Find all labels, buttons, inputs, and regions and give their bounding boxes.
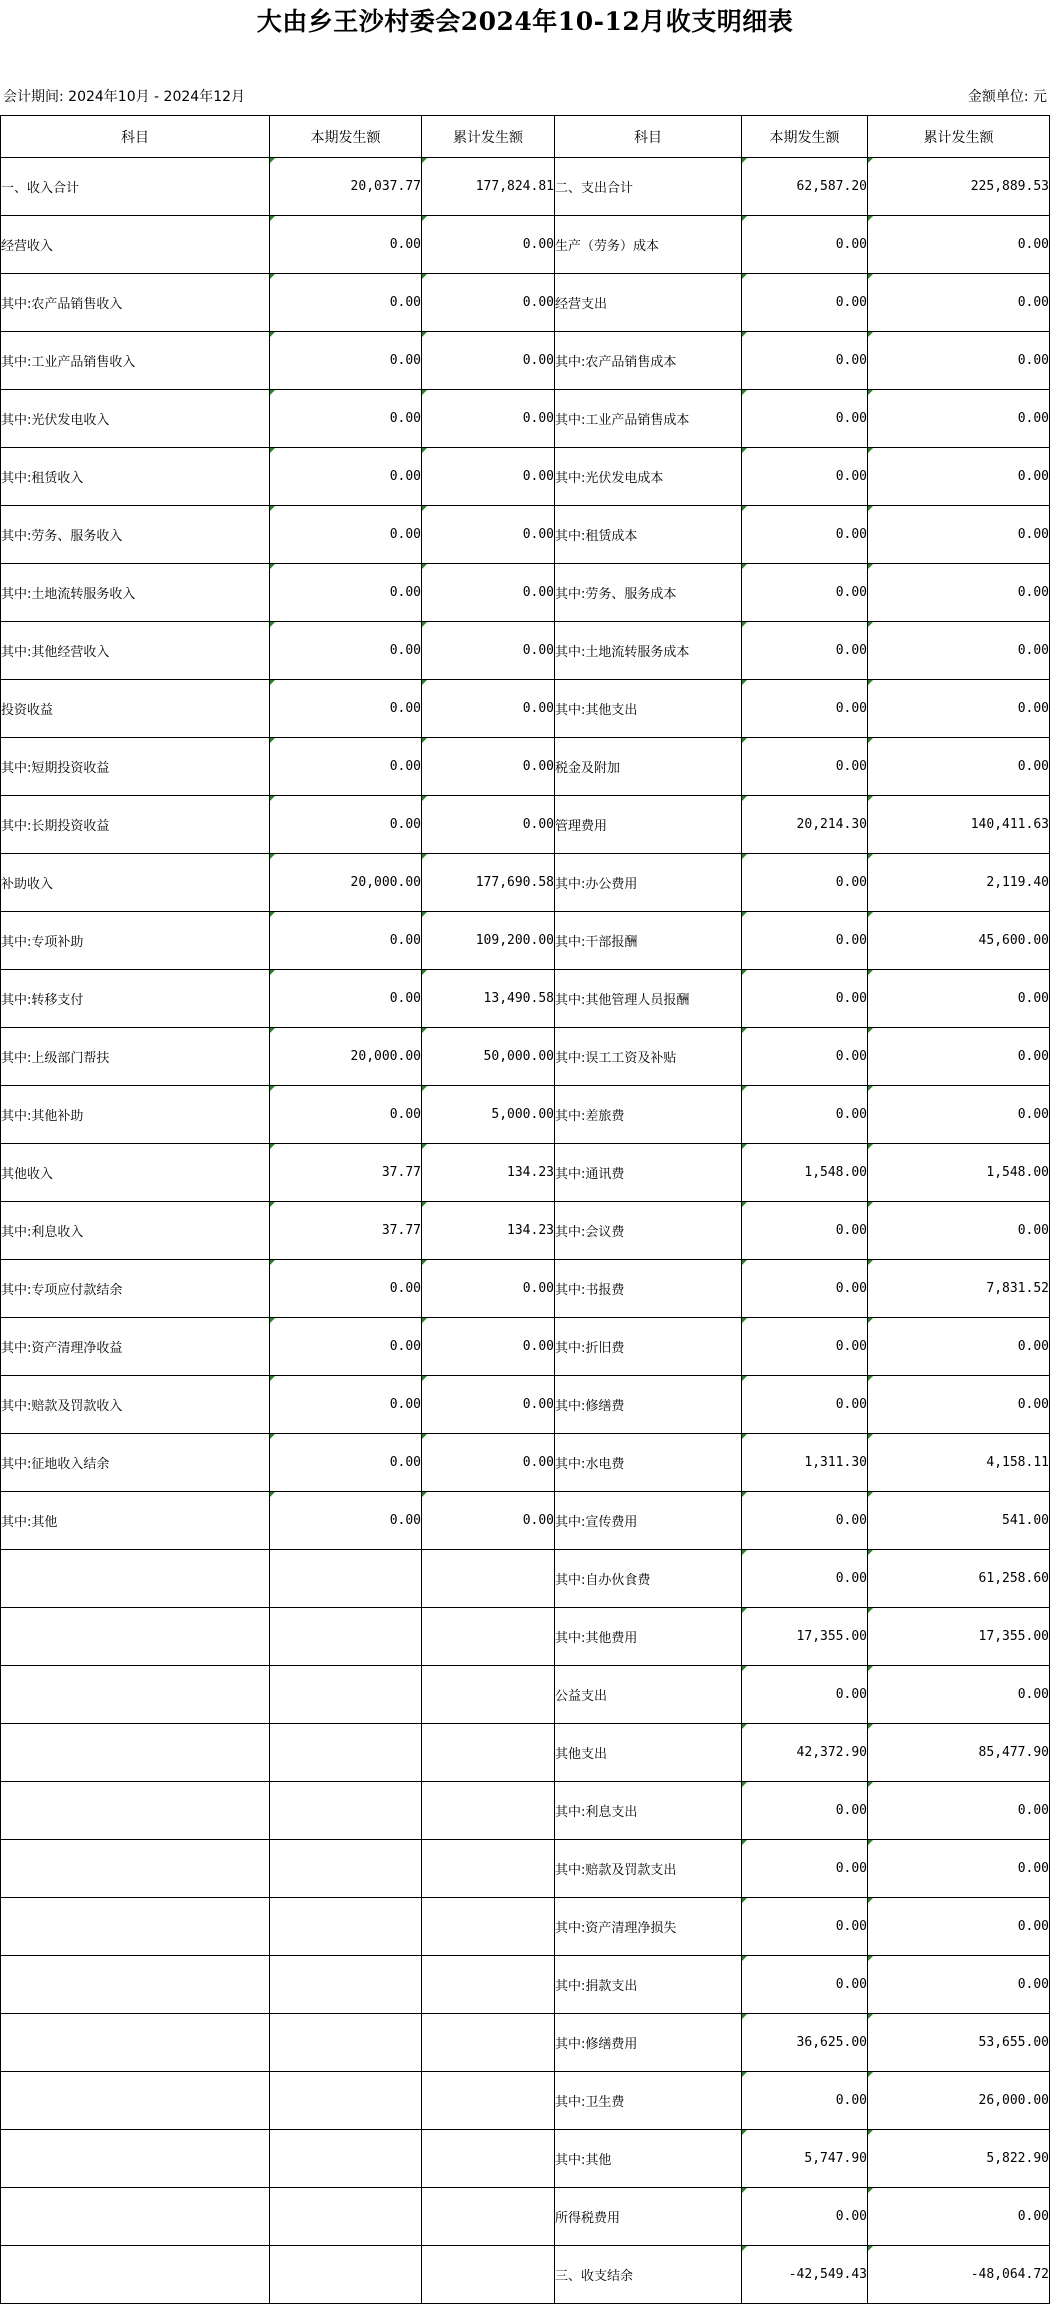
expense-current-cell: 0.00 <box>742 1550 868 1608</box>
income-subject-cell: 其中:利息收入 <box>1 1202 270 1260</box>
table-row <box>1 274 1050 332</box>
expense-cumulative-cell: 0.00 <box>868 2188 1050 2246</box>
income-subject-cell <box>1 1550 270 1608</box>
expense-cumulative-cell: 0.00 <box>868 1202 1050 1260</box>
expense-current-cell: 1,548.00 <box>742 1144 868 1202</box>
income-current-cell: 0.00 <box>270 1434 422 1492</box>
table-row <box>1 622 1050 680</box>
income-cumulative-cell <box>422 2188 555 2246</box>
income-current-cell <box>270 2188 422 2246</box>
expense-subject-cell: 其中:劳务、服务成本 <box>555 564 742 622</box>
income-current-cell <box>270 1608 422 1666</box>
table-row <box>1 1898 1050 1956</box>
expense-cumulative-cell: 541.00 <box>868 1492 1050 1550</box>
expense-current-cell: 0.00 <box>742 390 868 448</box>
income-cumulative-cell: 177,824.81 <box>422 158 555 216</box>
income-cumulative-cell: 177,690.58 <box>422 854 555 912</box>
expense-subject-cell: 其中:折旧费 <box>555 1318 742 1376</box>
table-row <box>1 680 1050 738</box>
header-expense-subject: 科目 <box>555 116 742 158</box>
income-subject-cell: 其中:农产品销售收入 <box>1 274 270 332</box>
expense-current-cell: 0.00 <box>742 1376 868 1434</box>
expense-current-cell: 0.00 <box>742 912 868 970</box>
table-row <box>1 1840 1050 1898</box>
table-row <box>1 738 1050 796</box>
expense-cumulative-cell: 0.00 <box>868 622 1050 680</box>
expense-subject-cell: 其中:其他费用 <box>555 1608 742 1666</box>
expense-cumulative-cell: 0.00 <box>868 1086 1050 1144</box>
expense-cumulative-cell: 2,119.40 <box>868 854 1050 912</box>
income-cumulative-cell: 0.00 <box>422 680 555 738</box>
table-row <box>1 1202 1050 1260</box>
income-current-cell: 37.77 <box>270 1202 422 1260</box>
expense-cumulative-cell: 4,158.11 <box>868 1434 1050 1492</box>
expense-subject-cell: 其中:差旅费 <box>555 1086 742 1144</box>
header-expense-current: 本期发生额 <box>742 116 868 158</box>
expense-current-cell: 0.00 <box>742 564 868 622</box>
expense-subject-cell: 其中:赔款及罚款支出 <box>555 1840 742 1898</box>
expense-cumulative-cell: 0.00 <box>868 1898 1050 1956</box>
expense-current-cell: 0.00 <box>742 448 868 506</box>
table-row <box>1 1086 1050 1144</box>
income-cumulative-cell <box>422 2130 555 2188</box>
expense-current-cell: 0.00 <box>742 680 868 738</box>
income-current-cell <box>270 2246 422 2304</box>
expense-current-cell: 62,587.20 <box>742 158 868 216</box>
report-title: 大由乡王沙村委会2024年10-12月收支明细表 <box>256 7 794 36</box>
table-row <box>1 1434 1050 1492</box>
expense-cumulative-cell: 0.00 <box>868 1666 1050 1724</box>
header-expense-cumulative: 累计发生额 <box>868 116 1050 158</box>
expense-cumulative-cell: 0.00 <box>868 738 1050 796</box>
expense-subject-cell: 其中:利息支出 <box>555 1782 742 1840</box>
income-current-cell <box>270 1840 422 1898</box>
expense-cumulative-cell: 53,655.00 <box>868 2014 1050 2072</box>
income-subject-cell <box>1 1840 270 1898</box>
expense-cumulative-cell: 17,355.00 <box>868 1608 1050 1666</box>
table-row <box>1 1492 1050 1550</box>
income-current-cell <box>270 1666 422 1724</box>
currency-unit: 金额单位: 元 <box>967 89 1047 105</box>
expense-subject-cell: 其中:卫生费 <box>555 2072 742 2130</box>
income-subject-cell <box>1 2014 270 2072</box>
income-subject-cell: 其中:劳务、服务收入 <box>1 506 270 564</box>
income-subject-cell: 其中:上级部门帮扶 <box>1 1028 270 1086</box>
income-subject-cell: 补助收入 <box>1 854 270 912</box>
income-cumulative-cell <box>422 2246 555 2304</box>
expense-subject-cell: 其中:其他支出 <box>555 680 742 738</box>
table-row <box>1 1666 1050 1724</box>
income-subject-cell: 一、收入合计 <box>1 158 270 216</box>
expense-subject-cell: 其中:农产品销售成本 <box>555 332 742 390</box>
income-subject-cell: 其中:短期投资收益 <box>1 738 270 796</box>
income-current-cell: 0.00 <box>270 216 422 274</box>
expense-current-cell: 17,355.00 <box>742 1608 868 1666</box>
expense-current-cell: 0.00 <box>742 738 868 796</box>
table-row <box>1 1956 1050 2014</box>
expense-subject-cell: 所得税费用 <box>555 2188 742 2246</box>
income-subject-cell <box>1 1666 270 1724</box>
income-current-cell: 0.00 <box>270 564 422 622</box>
income-cumulative-cell <box>422 1724 555 1782</box>
table-row <box>1 158 1050 216</box>
expense-current-cell: 36,625.00 <box>742 2014 868 2072</box>
income-subject-cell <box>1 1956 270 2014</box>
expense-cumulative-cell: 0.00 <box>868 216 1050 274</box>
expense-subject-cell: 三、收支结余 <box>555 2246 742 2304</box>
income-cumulative-cell: 0.00 <box>422 216 555 274</box>
expense-current-cell: 0.00 <box>742 1028 868 1086</box>
expense-cumulative-cell: 0.00 <box>868 680 1050 738</box>
income-cumulative-cell <box>422 1666 555 1724</box>
expense-subject-cell: 经营支出 <box>555 274 742 332</box>
expense-current-cell: 0.00 <box>742 970 868 1028</box>
table-row <box>1 216 1050 274</box>
table-row <box>1 1376 1050 1434</box>
income-cumulative-cell <box>422 1956 555 2014</box>
table-row <box>1 506 1050 564</box>
income-subject-cell: 其中:赔款及罚款收入 <box>1 1376 270 1434</box>
income-current-cell: 0.00 <box>270 506 422 564</box>
header-income-cumulative: 累计发生额 <box>422 116 555 158</box>
income-cumulative-cell <box>422 2014 555 2072</box>
expense-current-cell: 0.00 <box>742 506 868 564</box>
expense-current-cell: 0.00 <box>742 1492 868 1550</box>
income-current-cell: 0.00 <box>270 1086 422 1144</box>
income-cumulative-cell <box>422 1782 555 1840</box>
expense-subject-cell: 其中:其他 <box>555 2130 742 2188</box>
table-row <box>1 564 1050 622</box>
header-income-subject: 科目 <box>1 116 270 158</box>
expense-current-cell: 0.00 <box>742 1956 868 2014</box>
income-cumulative-cell: 0.00 <box>422 738 555 796</box>
income-subject-cell <box>1 1724 270 1782</box>
table-row <box>1 970 1050 1028</box>
income-cumulative-cell: 0.00 <box>422 564 555 622</box>
income-current-cell: 0.00 <box>270 1260 422 1318</box>
income-subject-cell <box>1 2130 270 2188</box>
income-subject-cell: 其中:专项补助 <box>1 912 270 970</box>
income-subject-cell: 其中:征地收入结余 <box>1 1434 270 1492</box>
income-cumulative-cell: 0.00 <box>422 622 555 680</box>
expense-current-cell: 0.00 <box>742 332 868 390</box>
table-body <box>1 158 1050 2304</box>
expense-cumulative-cell: 140,411.63 <box>868 796 1050 854</box>
income-subject-cell: 其中:其他补助 <box>1 1086 270 1144</box>
income-cumulative-cell: 0.00 <box>422 1260 555 1318</box>
expense-cumulative-cell: 7,831.52 <box>868 1260 1050 1318</box>
expense-current-cell: 0.00 <box>742 1840 868 1898</box>
accounting-period: 会计期间: 2024年10月 - 2024年12月 <box>3 89 246 105</box>
expense-subject-cell: 生产（劳务）成本 <box>555 216 742 274</box>
income-current-cell <box>270 1956 422 2014</box>
expense-cumulative-cell: 0.00 <box>868 1376 1050 1434</box>
expense-subject-cell: 其中:捐款支出 <box>555 1956 742 2014</box>
expense-cumulative-cell: 0.00 <box>868 390 1050 448</box>
expense-current-cell: 0.00 <box>742 2188 868 2246</box>
income-current-cell: 20,000.00 <box>270 854 422 912</box>
income-current-cell: 0.00 <box>270 1318 422 1376</box>
income-cumulative-cell: 109,200.00 <box>422 912 555 970</box>
expense-subject-cell: 二、支出合计 <box>555 158 742 216</box>
income-cumulative-cell: 0.00 <box>422 1492 555 1550</box>
income-current-cell <box>270 2014 422 2072</box>
expense-subject-cell: 其中:干部报酬 <box>555 912 742 970</box>
income-cumulative-cell: 0.00 <box>422 274 555 332</box>
income-subject-cell <box>1 2246 270 2304</box>
income-cumulative-cell: 0.00 <box>422 448 555 506</box>
expense-cumulative-cell: 0.00 <box>868 448 1050 506</box>
expense-cumulative-cell: 61,258.60 <box>868 1550 1050 1608</box>
income-current-cell: 0.00 <box>270 1376 422 1434</box>
expense-current-cell: 20,214.30 <box>742 796 868 854</box>
income-cumulative-cell <box>422 1608 555 1666</box>
expense-current-cell: 0.00 <box>742 1318 868 1376</box>
table-row <box>1 1782 1050 1840</box>
income-expense-table <box>0 115 1050 2304</box>
income-subject-cell: 其他收入 <box>1 1144 270 1202</box>
expense-subject-cell: 其中:租赁成本 <box>555 506 742 564</box>
expense-subject-cell: 其中:会议费 <box>555 1202 742 1260</box>
expense-cumulative-cell: 1,548.00 <box>868 1144 1050 1202</box>
expense-current-cell: 42,372.90 <box>742 1724 868 1782</box>
income-cumulative-cell <box>422 2072 555 2130</box>
table-row <box>1 912 1050 970</box>
table-row <box>1 796 1050 854</box>
income-cumulative-cell: 50,000.00 <box>422 1028 555 1086</box>
income-subject-cell: 其中:工业产品销售收入 <box>1 332 270 390</box>
income-current-cell: 0.00 <box>270 912 422 970</box>
expense-subject-cell: 其中:通讯费 <box>555 1144 742 1202</box>
expense-cumulative-cell: 0.00 <box>868 564 1050 622</box>
income-subject-cell: 其中:其他 <box>1 1492 270 1550</box>
income-cumulative-cell: 134.23 <box>422 1144 555 1202</box>
income-current-cell: 0.00 <box>270 796 422 854</box>
table-row <box>1 1144 1050 1202</box>
expense-current-cell: 0.00 <box>742 1898 868 1956</box>
expense-current-cell: 5,747.90 <box>742 2130 868 2188</box>
expense-current-cell: 0.00 <box>742 216 868 274</box>
income-current-cell <box>270 1782 422 1840</box>
expense-subject-cell: 公益支出 <box>555 1666 742 1724</box>
table-row <box>1 2072 1050 2130</box>
expense-current-cell: 1,311.30 <box>742 1434 868 1492</box>
income-cumulative-cell: 5,000.00 <box>422 1086 555 1144</box>
expense-current-cell: 0.00 <box>742 1086 868 1144</box>
expense-cumulative-cell: 0.00 <box>868 274 1050 332</box>
income-current-cell: 0.00 <box>270 680 422 738</box>
expense-subject-cell: 其中:资产清理净损失 <box>555 1898 742 1956</box>
table-row <box>1 1724 1050 1782</box>
expense-subject-cell: 其中:其他管理人员报酬 <box>555 970 742 1028</box>
expense-current-cell: 0.00 <box>742 1666 868 1724</box>
header-income-current: 本期发生额 <box>270 116 422 158</box>
income-current-cell: 0.00 <box>270 1492 422 1550</box>
expense-cumulative-cell: 0.00 <box>868 332 1050 390</box>
income-subject-cell: 其中:光伏发电收入 <box>1 390 270 448</box>
expense-current-cell: 0.00 <box>742 1260 868 1318</box>
table-row <box>1 2014 1050 2072</box>
expense-cumulative-cell: 0.00 <box>868 1318 1050 1376</box>
table-row <box>1 332 1050 390</box>
income-current-cell <box>270 1898 422 1956</box>
expense-subject-cell: 其中:办公费用 <box>555 854 742 912</box>
income-subject-cell: 其中:转移支付 <box>1 970 270 1028</box>
income-current-cell: 37.77 <box>270 1144 422 1202</box>
expense-cumulative-cell: 0.00 <box>868 1028 1050 1086</box>
income-subject-cell <box>1 1782 270 1840</box>
income-subject-cell: 其中:专项应付款结余 <box>1 1260 270 1318</box>
table-header-row <box>1 116 1050 158</box>
expense-current-cell: 0.00 <box>742 622 868 680</box>
expense-subject-cell: 其中:修缮费 <box>555 1376 742 1434</box>
expense-cumulative-cell: 0.00 <box>868 506 1050 564</box>
income-subject-cell <box>1 1898 270 1956</box>
expense-cumulative-cell: 225,889.53 <box>868 158 1050 216</box>
income-subject-cell: 其中:长期投资收益 <box>1 796 270 854</box>
expense-subject-cell: 其中:工业产品销售成本 <box>555 390 742 448</box>
table-row <box>1 390 1050 448</box>
income-current-cell <box>270 2130 422 2188</box>
expense-subject-cell: 其他支出 <box>555 1724 742 1782</box>
income-cumulative-cell: 0.00 <box>422 506 555 564</box>
expense-current-cell: 0.00 <box>742 2072 868 2130</box>
income-cumulative-cell: 134.23 <box>422 1202 555 1260</box>
expense-subject-cell: 其中:光伏发电成本 <box>555 448 742 506</box>
expense-cumulative-cell: 5,822.90 <box>868 2130 1050 2188</box>
expense-current-cell: 0.00 <box>742 1782 868 1840</box>
income-cumulative-cell: 0.00 <box>422 1434 555 1492</box>
income-subject-cell: 其中:其他经营收入 <box>1 622 270 680</box>
income-current-cell <box>270 1550 422 1608</box>
table-row <box>1 1608 1050 1666</box>
expense-subject-cell: 其中:书报费 <box>555 1260 742 1318</box>
income-current-cell: 20,000.00 <box>270 1028 422 1086</box>
expense-subject-cell: 其中:误工工资及补贴 <box>555 1028 742 1086</box>
expense-subject-cell: 其中:水电费 <box>555 1434 742 1492</box>
expense-subject-cell: 其中:土地流转服务成本 <box>555 622 742 680</box>
table-row <box>1 1318 1050 1376</box>
expense-subject-cell: 其中:宣传费用 <box>555 1492 742 1550</box>
income-cumulative-cell <box>422 1550 555 1608</box>
income-cumulative-cell: 0.00 <box>422 1376 555 1434</box>
income-cumulative-cell <box>422 1840 555 1898</box>
income-subject-cell: 其中:资产清理净收益 <box>1 1318 270 1376</box>
income-current-cell: 0.00 <box>270 970 422 1028</box>
expense-current-cell: 0.00 <box>742 854 868 912</box>
table-row <box>1 854 1050 912</box>
table-row <box>1 448 1050 506</box>
income-cumulative-cell <box>422 1898 555 1956</box>
expense-cumulative-cell: 0.00 <box>868 1782 1050 1840</box>
income-cumulative-cell: 0.00 <box>422 332 555 390</box>
expense-current-cell: 0.00 <box>742 1202 868 1260</box>
expense-cumulative-cell: -48,064.72 <box>868 2246 1050 2304</box>
income-subject-cell: 投资收益 <box>1 680 270 738</box>
table-row <box>1 1260 1050 1318</box>
income-subject-cell: 其中:租赁收入 <box>1 448 270 506</box>
income-current-cell <box>270 1724 422 1782</box>
income-cumulative-cell: 0.00 <box>422 390 555 448</box>
income-subject-cell: 其中:土地流转服务收入 <box>1 564 270 622</box>
income-current-cell: 0.00 <box>270 622 422 680</box>
expense-cumulative-cell: 85,477.90 <box>868 1724 1050 1782</box>
income-cumulative-cell: 13,490.58 <box>422 970 555 1028</box>
table-row <box>1 2130 1050 2188</box>
income-current-cell: 0.00 <box>270 332 422 390</box>
income-current-cell: 0.00 <box>270 274 422 332</box>
income-subject-cell: 经营收入 <box>1 216 270 274</box>
expense-cumulative-cell: 0.00 <box>868 970 1050 1028</box>
income-subject-cell <box>1 2188 270 2246</box>
expense-cumulative-cell: 0.00 <box>868 1840 1050 1898</box>
expense-subject-cell: 管理费用 <box>555 796 742 854</box>
income-current-cell: 0.00 <box>270 738 422 796</box>
income-current-cell: 0.00 <box>270 448 422 506</box>
expense-cumulative-cell: 45,600.00 <box>868 912 1050 970</box>
expense-subject-cell: 其中:修缮费用 <box>555 2014 742 2072</box>
expense-current-cell: -42,549.43 <box>742 2246 868 2304</box>
table-row <box>1 2246 1050 2304</box>
income-subject-cell <box>1 2072 270 2130</box>
income-current-cell: 0.00 <box>270 390 422 448</box>
expense-subject-cell: 税金及附加 <box>555 738 742 796</box>
income-subject-cell <box>1 1608 270 1666</box>
expense-current-cell: 0.00 <box>742 274 868 332</box>
table-row <box>1 2188 1050 2246</box>
expense-cumulative-cell: 0.00 <box>868 1956 1050 2014</box>
expense-cumulative-cell: 26,000.00 <box>868 2072 1050 2130</box>
income-cumulative-cell: 0.00 <box>422 796 555 854</box>
expense-subject-cell: 其中:自办伙食费 <box>555 1550 742 1608</box>
income-cumulative-cell: 0.00 <box>422 1318 555 1376</box>
income-current-cell: 20,037.77 <box>270 158 422 216</box>
income-current-cell <box>270 2072 422 2130</box>
table-row <box>1 1028 1050 1086</box>
table-row <box>1 1550 1050 1608</box>
